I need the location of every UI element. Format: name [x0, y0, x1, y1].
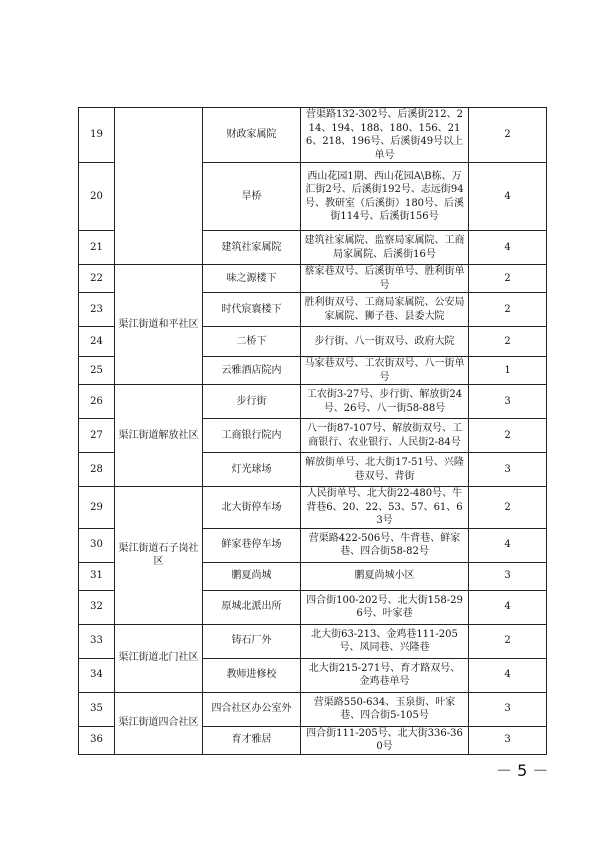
- row-number: 28: [79, 453, 115, 487]
- table-row: [79, 692, 547, 726]
- collection-point-name: 旱桥: [203, 163, 301, 231]
- bin-count: 3: [469, 385, 547, 419]
- service-area: 胜利街双号、工商局家属院、公安局家属院、狮子巷、县委大院: [301, 293, 469, 327]
- bin-count: 2: [469, 108, 547, 163]
- row-number: 26: [79, 385, 115, 419]
- row-number: 21: [79, 231, 115, 265]
- collection-point-name: 步行街: [203, 385, 301, 419]
- community-cell: 渠江街道石子岗社区: [115, 487, 203, 625]
- community-cell: 渠江街道解放社区: [115, 385, 203, 487]
- bin-count: 4: [469, 590, 547, 624]
- community-cell: 渠江街道四合社区: [115, 692, 203, 754]
- service-area: 建筑社家属院、监察局家属院、工商局家属院、后溪街16号: [301, 231, 469, 265]
- collection-point-name: 建筑社家属院: [203, 231, 301, 265]
- service-area: 八一街87-107号、解放街双号、工商银行、农业银行、人民街2-84号: [301, 419, 469, 453]
- table-row: [79, 385, 547, 419]
- bin-count: 3: [469, 562, 547, 590]
- service-area: 西山花园1期、西山花园A\B栋、万汇街2号、后溪街192号、志远街94号、教研室（后溪街）180号、后溪街114号、后溪街156号: [301, 163, 469, 231]
- row-number: 36: [79, 726, 115, 754]
- row-number: 24: [79, 327, 115, 357]
- collection-point-name: 时代宸寰楼下: [203, 293, 301, 327]
- bin-count: 1: [469, 357, 547, 385]
- row-number: 35: [79, 692, 115, 726]
- community-cell: 渠江街道和平社区: [115, 265, 203, 385]
- row-number: 25: [79, 357, 115, 385]
- collection-point-name: 育才雅居: [203, 726, 301, 754]
- bin-count: 2: [469, 327, 547, 357]
- page-number: － 5 －: [496, 761, 549, 780]
- bin-count: 3: [469, 453, 547, 487]
- row-number: 23: [79, 293, 115, 327]
- service-area: 蔡家巷双号、后溪街单号、胜利街单号: [301, 265, 469, 293]
- service-area: 营渠路550-634、玉泉街、叶家巷、四合街5-105号: [301, 692, 469, 726]
- table-row: [79, 624, 547, 658]
- row-number: 31: [79, 562, 115, 590]
- row-number: 22: [79, 265, 115, 293]
- service-area: 北大街63-213、金鸡巷111-205号、凤同巷、兴隆巷: [301, 624, 469, 658]
- collection-point-name: 四合社区办公室外: [203, 692, 301, 726]
- bin-count: 2: [469, 624, 547, 658]
- collection-point-name: 原城北派出所: [203, 590, 301, 624]
- collection-point-name: 二桥下: [203, 327, 301, 357]
- collection-point-name: 财政家属院: [203, 108, 301, 163]
- bin-count: 2: [469, 487, 547, 529]
- collection-point-name: 鹏夏尚城: [203, 562, 301, 590]
- table-row: [79, 487, 547, 529]
- row-number: 30: [79, 528, 115, 562]
- service-area: 解放街单号、北大街17-51号、兴隆巷双号、背街: [301, 453, 469, 487]
- bin-count: 2: [469, 419, 547, 453]
- bin-count: 3: [469, 726, 547, 754]
- collection-point-name: 鲜家巷停车场: [203, 528, 301, 562]
- row-number: 29: [79, 487, 115, 529]
- collection-point-name: 灯光球场: [203, 453, 301, 487]
- community-cell: 渠江街道北门社区: [115, 624, 203, 692]
- bin-count: 4: [469, 231, 547, 265]
- service-area: 四合街100-202号、北大街158-296号、叶家巷: [301, 590, 469, 624]
- row-number: 34: [79, 658, 115, 692]
- service-area: 工农街3-27号、步行街、解放街24号、26号、八一街58-88号: [301, 385, 469, 419]
- row-number: 32: [79, 590, 115, 624]
- collection-point-name: 铸石厂外: [203, 624, 301, 658]
- collection-point-name: 味之源楼下: [203, 265, 301, 293]
- service-area: 营渠路132-302号、后溪街212、214、194、188、180、156、216、218、196号、后溪街49号以上单号: [301, 108, 469, 163]
- bin-count: 2: [469, 265, 547, 293]
- service-area: 北大街215-271号、育才路双号、金鸡巷单号: [301, 658, 469, 692]
- row-number: 27: [79, 419, 115, 453]
- collection-point-table: [78, 107, 547, 755]
- collection-point-name: 工商银行院内: [203, 419, 301, 453]
- collection-point-name: 云雅酒店院内: [203, 357, 301, 385]
- service-area: 人民街单号、北大街22-480号、牛背巷6、20、22、53、57、61、63号: [301, 487, 469, 529]
- bin-count: 3: [469, 692, 547, 726]
- bin-count: 4: [469, 163, 547, 231]
- service-area: 鹏夏尚城小区: [301, 562, 469, 590]
- table-row: [79, 108, 547, 163]
- collection-point-name: 北大街停车场: [203, 487, 301, 529]
- community-cell: [115, 108, 203, 265]
- row-number: 20: [79, 163, 115, 231]
- service-area: 马家巷双号、工农街双号、八一街单号: [301, 357, 469, 385]
- service-area: 四合街111-205号、北大街336-360号: [301, 726, 469, 754]
- bin-count: 2: [469, 293, 547, 327]
- bin-count: 4: [469, 658, 547, 692]
- table-row: [79, 265, 547, 293]
- service-area: 营渠路422-506号、牛背巷、鲜家巷、四合街58-82号: [301, 528, 469, 562]
- collection-point-name: 教师进修校: [203, 658, 301, 692]
- row-number: 33: [79, 624, 115, 658]
- row-number: 19: [79, 108, 115, 163]
- bin-count: 4: [469, 528, 547, 562]
- service-area: 步行街、八一街双号、政府大院: [301, 327, 469, 357]
